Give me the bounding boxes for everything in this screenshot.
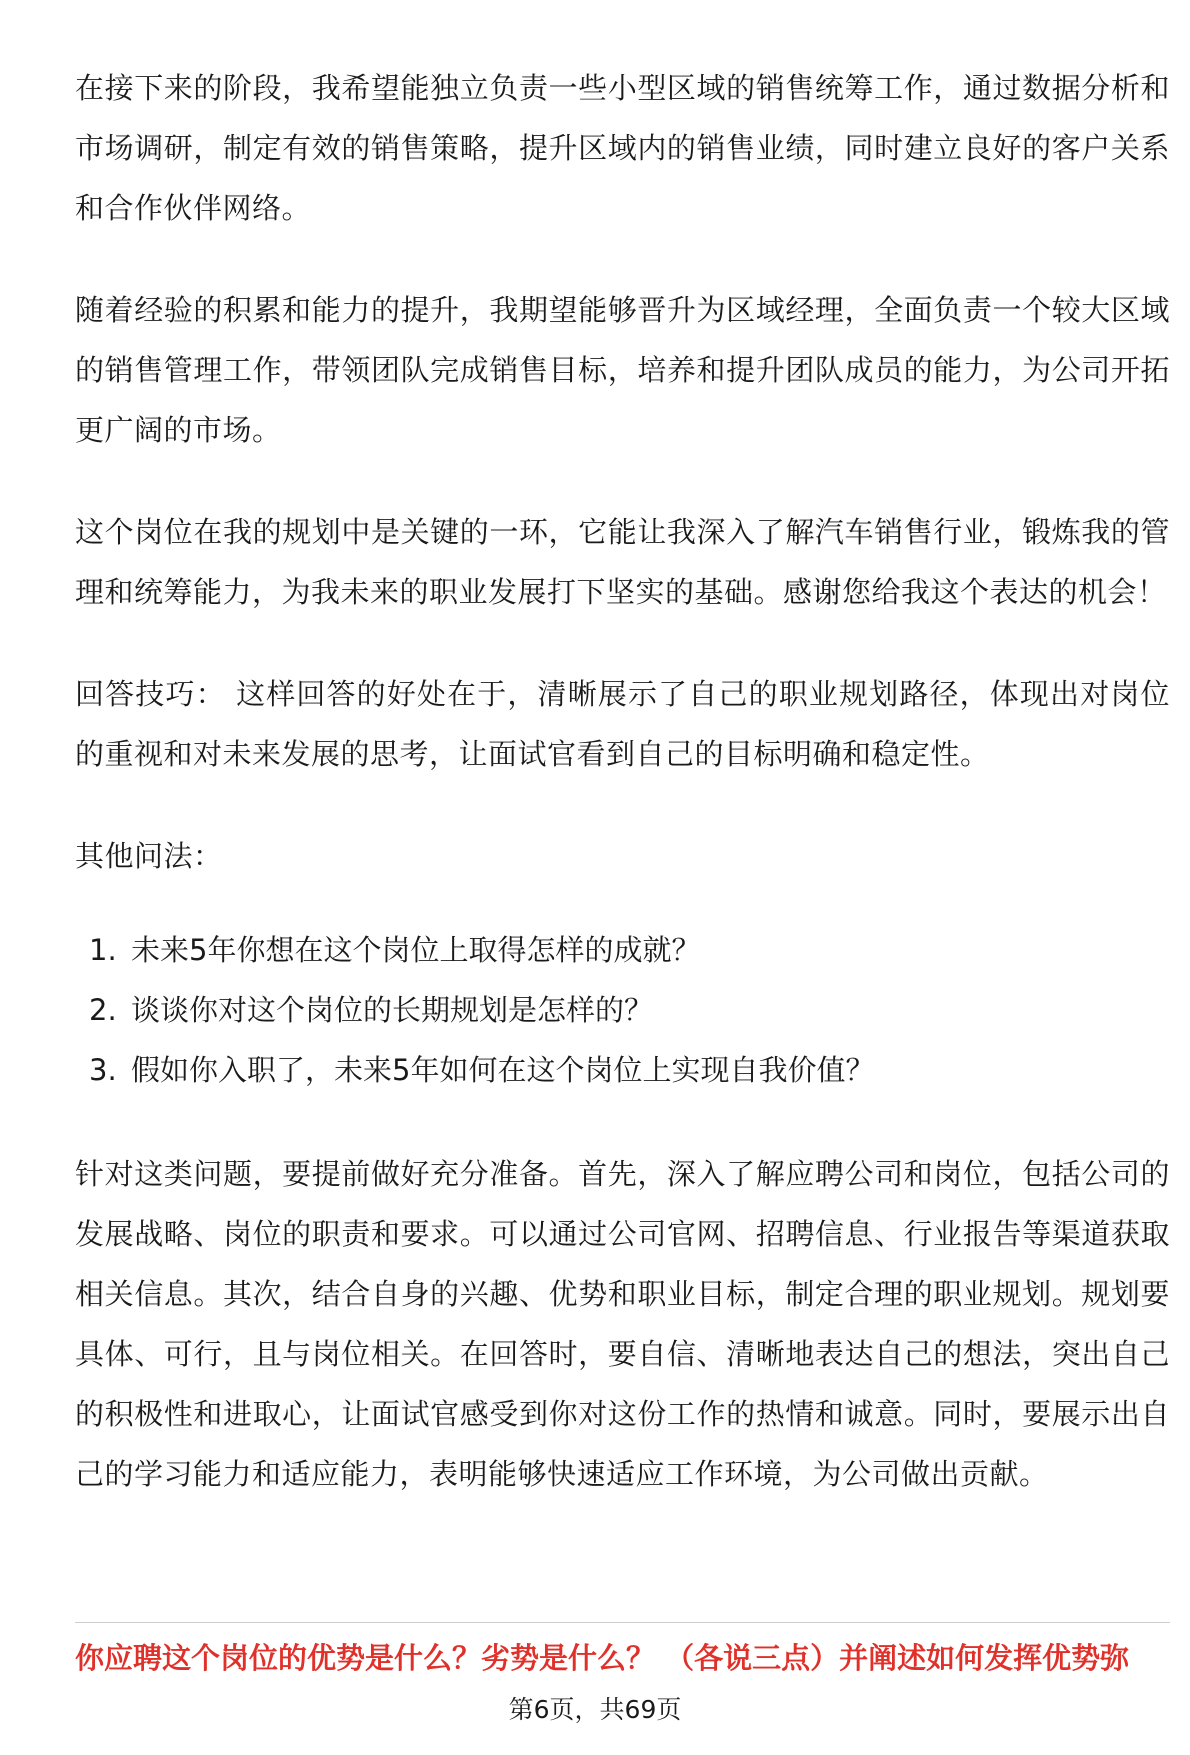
paragraph-other-questions-heading: 其他问法： — [75, 839, 223, 873]
other-questions-list — [75, 920, 1170, 1100]
list-item — [75, 1040, 1170, 1100]
next-question-heading: 你应聘这个岗位的优势是什么？劣势是什么？ （各说三点）并阐述如何发挥优势弥 — [75, 1641, 1130, 1675]
list-item — [75, 920, 1170, 980]
paragraph-preparation-advice: 针对这类问题，要提前做好充分准备。首先，深入了解应聘公司和岗位，包括公司的发展战略、岗位的职责和要求。可以通过公司官网、招聘信息、行业报告等渠道获取相关信息。其次，结合自身的兴趣、优势和职业目标，制定合理的职业规划。规划要具体、可行，且与岗位相关。在回答时，要自信、清晰地表达自己的想法，突出自己的积极性和进取心，让面试官感受到你对这份工作的热情和诚意。同时，要展示出自己的学习能力和适应能力，表明能够快速适应工作环境，为公司做出贡献。 — [75, 1157, 1170, 1491]
list-item-text: 未来5年你想在这个岗位上取得怎样的成就？ — [131, 933, 701, 967]
page-number-footer: 第6页，共69页 — [508, 1695, 682, 1724]
list-item-text: 谈谈你对这个岗位的长期规划是怎样的？ — [131, 993, 654, 1027]
list-item — [75, 980, 1170, 1040]
list-item-number: 1. — [89, 933, 117, 967]
paragraph-promotion: 随着经验的积累和能力的提升，我期望能够晋升为区域经理，全面负责一个较大区域的销售管理工作，带领团队完成销售目标，培养和提升团队成员的能力，为公司开拓更广阔的市场。 — [75, 293, 1170, 447]
section-divider — [75, 1622, 1170, 1623]
list-item-text: 假如你入职了，未来5年如何在这个岗位上实现自我价值？ — [131, 1053, 875, 1087]
list-item-number: 2. — [89, 993, 117, 1027]
paragraph-role-importance: 这个岗位在我的规划中是关键的一环，它能让我深入了解汽车销售行业，锻炼我的管理和统筹能力，为我未来的职业发展打下坚实的基础。感谢您给我这个表达的机会！ — [75, 515, 1170, 609]
paragraph-career-stage: 在接下来的阶段，我希望能独立负责一些小型区域的销售统筹工作，通过数据分析和市场调研，制定有效的销售策略，提升区域内的销售业绩，同时建立良好的客户关系和合作伙伴网络。 — [75, 71, 1170, 225]
page-content — [75, 58, 1170, 1546]
paragraph-answer-tips: 回答技巧： 这样回答的好处在于，清晰展示了自己的职业规划路径，体现出对岗位的重视和对未来发展的思考，让面试官看到自己的目标明确和稳定性。 — [75, 677, 1170, 771]
list-item-number: 3. — [89, 1053, 117, 1087]
